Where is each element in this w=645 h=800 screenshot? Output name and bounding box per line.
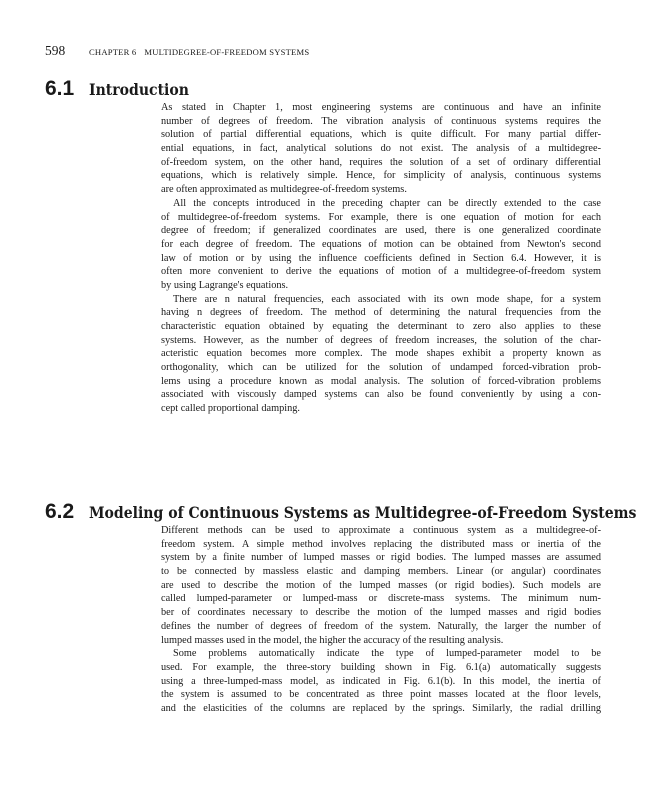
text-line: orthogonality, which can be utilized for the solution of undamped forced-vibration prob- xyxy=(161,362,601,374)
text-line: equations, which is relatively simple. Hence, for simplicity of analysis, continuous systems xyxy=(161,170,601,182)
text-line: lumped masses used in the model, the higher the accuracy of the resulting analysis. xyxy=(161,634,504,646)
text-line: law of motion or by using the influence coefficients defined in Section 6.4. However, it is xyxy=(161,252,601,264)
section-title: Modeling of Continuous Systems as Multidegree-of-Freedom Systems xyxy=(89,503,637,522)
text-line: systems. However, as the number of degrees of freedom increases, the solution of the char- xyxy=(161,334,601,346)
text-line: are often approximated as multidegree-of-freedom systems. xyxy=(161,184,407,196)
text-line: of multidegree-of-freedom systems. For example, there is one equation of motion for each xyxy=(161,211,601,223)
text-line: often more convenient to derive the equations of motion of a multidegree-of-freedom system xyxy=(161,266,601,278)
text-line: cept called proportional damping. xyxy=(161,403,300,415)
page-number: 598 xyxy=(45,43,66,58)
section-number: 6.1 xyxy=(45,77,75,100)
text-line: characteristic equation obtained by equating the determinant to zero also applies to these xyxy=(161,321,601,332)
text-line: freedom system. A simple method involves replacing the distributed mass or inertia of the xyxy=(161,538,601,550)
text-line: ber of coordinates necessary to describe the motion of the lumped masses and rigid bodies xyxy=(161,607,601,619)
section-body-modeling xyxy=(161,524,601,716)
chapter-title: MULTIDEGREE-OF-FREEDOM SYSTEMS xyxy=(144,47,310,57)
text-line: having n degrees of freedom. The method of determining the natural frequencies from the xyxy=(161,307,601,319)
text-line: Different methods can be used to approximate a continuous system as a multidegree-of- xyxy=(161,525,601,536)
text-line: system by a finite number of lumped masses or rigid bodies. The lumped masses are assumed xyxy=(161,552,601,564)
text-line: for each degree of freedom. The equations of motion can be obtained from Newton's second xyxy=(161,238,601,250)
text-line: by using Lagrange's equations. xyxy=(161,279,289,291)
text-line: number of degrees of freedom. The vibration analysis of continuous systems requires the xyxy=(161,115,601,127)
text-line: associated with viscously damped systems can also be found conveniently by using a con- xyxy=(161,389,601,401)
text-line: defines the number of degrees of freedom of the system. Naturally, the larger the number of xyxy=(161,620,601,632)
text-line: As stated in Chapter 1, most engineering systems are continuous and have an infinite xyxy=(161,102,601,113)
section-body-introduction xyxy=(161,101,601,416)
text-line: ential equations, in fact, analytical solutions do not exist. The analysis of a multidegree- xyxy=(161,143,601,155)
text-line: and the elasticities of the columns are replaced by the springs. Similarly, the radial drilling xyxy=(161,702,601,714)
text-line: There are n natural frequencies, each associated with its own mode shape, for a system xyxy=(173,293,601,305)
text-line: are used to describe the motion of the lumped masses (or rigid bodies). Such models are xyxy=(161,579,601,591)
text-line: All the concepts introduced in the preceding chapter can be directly extended to the case xyxy=(173,197,601,209)
text-line: called lumped-parameter or lumped-mass or discrete-mass systems. The minimum num- xyxy=(161,593,601,605)
text-line: Some problems automatically indicate the type of lumped-parameter model to be xyxy=(173,648,601,660)
section-number: 6.2 xyxy=(45,500,75,523)
chapter-label: CHAPTER 6 xyxy=(89,47,137,57)
text-line: using a three-lumped-mass model, as indicated in Fig. 6.1(b). In this model, the inertia of xyxy=(161,675,601,687)
text-line: the system is assumed to be concentrated as three point masses located at the floor levels, xyxy=(161,689,601,701)
text-line: lems using a procedure known as modal analysis. The solution of forced-vibration problems xyxy=(161,375,601,387)
text-line: acteristic equation becomes more complex. The mode shapes exhibit a property known as xyxy=(161,348,601,360)
text-line: used. For example, the three-story building shown in Fig. 6.1(a) automatically suggests xyxy=(161,661,601,673)
text-line: of-freedom system, on the other hand, requires the solution of a set of ordinary differential xyxy=(161,156,601,168)
section-heading-introduction xyxy=(45,77,200,101)
text-line: degree of freedom; if generalized coordinates are used, there is one generalized coordinate xyxy=(161,225,601,237)
running-head xyxy=(45,43,309,59)
section-heading-modeling xyxy=(45,500,645,524)
text-line: solution of partial differential equations, which is quite difficult. For many partial differ- xyxy=(161,129,601,141)
text-line: to be connected by massless elastic and damping members. Linear (or angular) coordinates xyxy=(161,566,601,578)
section-title: Introduction xyxy=(89,80,189,99)
